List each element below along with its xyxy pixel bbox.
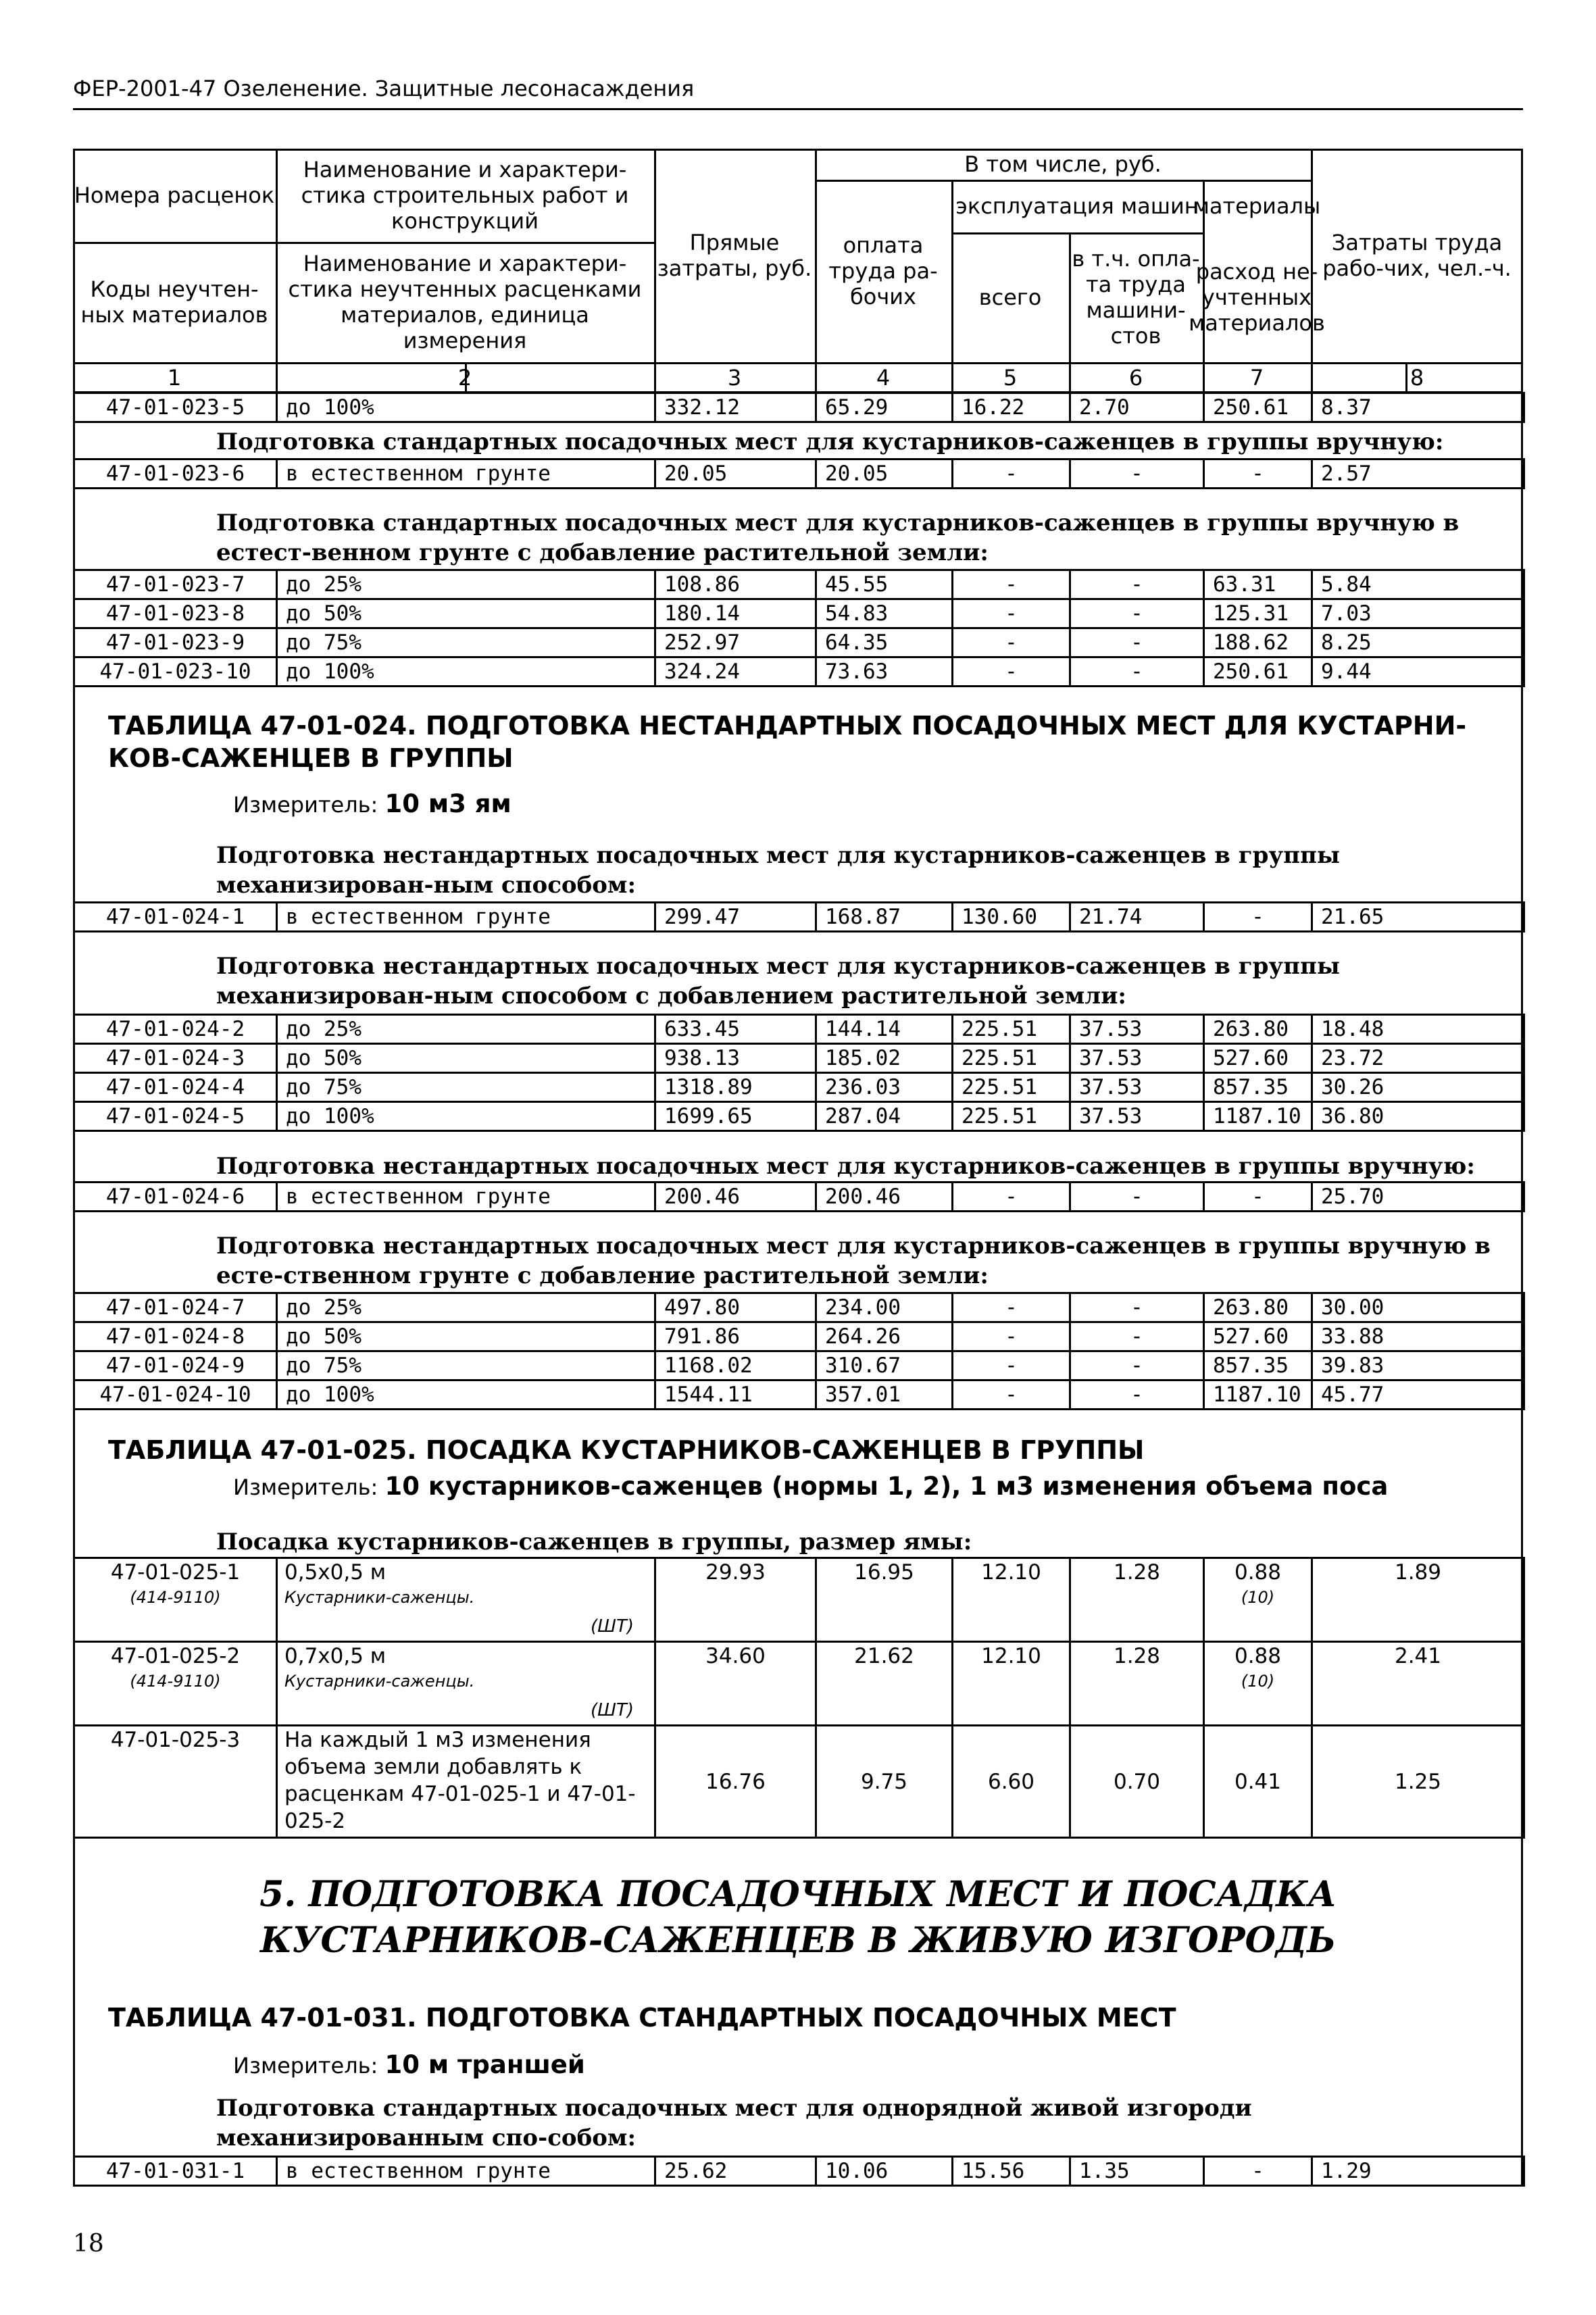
running-header: ФЕР-2001-47 Озеленение. Защитные лесонасаждения bbox=[73, 76, 695, 101]
cell: 225.51 bbox=[953, 1073, 1070, 1102]
table-row bbox=[74, 1642, 1524, 1726]
measure-025: Измеритель: 10 кустарников-саженцев (нормы 1, 2), 1 м3 изменения объема поса bbox=[233, 1472, 1389, 1501]
col-num: 1 bbox=[167, 365, 182, 391]
section-title: Подготовка нестандартных посадочных мест для кустарников-саженцев в группы вручную: bbox=[216, 1153, 1475, 1180]
section-title: Подготовка нестандартных посадочных мест для кустарников-саженцев в группы механизирован-ным способом с добавлением растительной земли: bbox=[216, 953, 1340, 1010]
work-name: до 50% bbox=[277, 1044, 655, 1073]
cell: 21.62 bbox=[816, 1642, 953, 1726]
cell: - bbox=[1070, 1322, 1204, 1351]
cell: 33.88 bbox=[1312, 1322, 1524, 1351]
table-header bbox=[73, 149, 1523, 393]
chapter-title: 5. ПОДГОТОВКА ПОСАДОЧНЫХ МЕСТ И ПОСАДКА КУСТАРНИКОВ-САЖЕНЦЕВ В ЖИВУЮ ИЗГОРОДЬ bbox=[259, 1874, 1337, 1961]
cell: - bbox=[953, 1293, 1070, 1322]
cell: 1699.65 bbox=[655, 1102, 816, 1131]
cell-material-qty: (10) bbox=[1241, 1588, 1275, 1607]
work-name: до 100% bbox=[277, 657, 655, 687]
rate-code: 47-01-023-8 bbox=[74, 599, 277, 628]
cell: - bbox=[953, 657, 1070, 687]
cell: - bbox=[1070, 1351, 1204, 1380]
table-row bbox=[74, 393, 1524, 422]
cell: 16.22 bbox=[953, 393, 1070, 422]
rows-023-6 bbox=[73, 458, 1525, 489]
cell: 54.83 bbox=[816, 599, 953, 628]
material-unit: (ШТ) bbox=[591, 1616, 634, 1637]
cell: 34.60 bbox=[655, 1642, 816, 1726]
rate-code: 47-01-025-3 bbox=[74, 1726, 277, 1838]
col-num: 6 bbox=[1128, 365, 1143, 391]
cell: 332.12 bbox=[655, 393, 816, 422]
rate-code: 47-01-025-1 bbox=[110, 1560, 241, 1585]
col-wages: оплата труда ра-бочих bbox=[828, 232, 938, 309]
cell: 633.45 bbox=[655, 1015, 816, 1044]
cell: 200.46 bbox=[655, 1183, 816, 1212]
table-row bbox=[74, 570, 1524, 599]
table-row bbox=[74, 1380, 1524, 1410]
cell: 791.86 bbox=[655, 1322, 816, 1351]
cell: 324.24 bbox=[655, 657, 816, 687]
cell: 0.70 bbox=[1070, 1726, 1204, 1838]
cell: - bbox=[1204, 903, 1312, 932]
cell: 30.26 bbox=[1312, 1073, 1524, 1102]
table-title-031: ТАБЛИЦА 47-01-031. ПОДГОТОВКА СТАНДАРТНЫХ ПОСАДОЧНЫХ МЕСТ bbox=[108, 2003, 1176, 2033]
material-code: (414-9110) bbox=[130, 1588, 221, 1607]
cell: 857.35 bbox=[1204, 1073, 1312, 1102]
cell-material-qty: (10) bbox=[1241, 1672, 1275, 1691]
work-name: до 50% bbox=[277, 599, 655, 628]
work-name: до 25% bbox=[277, 1293, 655, 1322]
table-row bbox=[74, 2157, 1524, 2186]
rate-code: 47-01-031-1 bbox=[74, 2157, 277, 2186]
cell: 108.86 bbox=[655, 570, 816, 599]
table-row bbox=[74, 599, 1524, 628]
cell: 6.60 bbox=[953, 1726, 1070, 1838]
table-row bbox=[74, 1558, 1524, 1642]
col-incl: В том числе, руб. bbox=[964, 151, 1162, 177]
col-machines-wages: в т.ч. опла-та труда машини-стов bbox=[1072, 246, 1200, 349]
cell: 37.53 bbox=[1070, 1102, 1204, 1131]
work-name: 0,7x0,5 м bbox=[284, 1644, 386, 1668]
cell: 39.83 bbox=[1312, 1351, 1524, 1380]
cell: 287.04 bbox=[816, 1102, 953, 1131]
cell: 65.29 bbox=[816, 393, 953, 422]
work-name: до 25% bbox=[277, 570, 655, 599]
cell: 180.14 bbox=[655, 599, 816, 628]
cell: 938.13 bbox=[655, 1044, 816, 1073]
col-name-bottom: Наименование и характери-стика неучтенных расценками материалов, единица измерения bbox=[288, 251, 642, 353]
rate-code: 47-01-024-10 bbox=[74, 1380, 277, 1410]
cell: - bbox=[1204, 459, 1312, 489]
header-rule bbox=[73, 108, 1523, 110]
cell: 250.61 bbox=[1204, 393, 1312, 422]
cell: 0.88 bbox=[1234, 1644, 1282, 1668]
rows-024-7-10 bbox=[73, 1292, 1525, 1410]
cell: - bbox=[1070, 628, 1204, 657]
cell: 130.60 bbox=[953, 903, 1070, 932]
cell: 144.14 bbox=[816, 1015, 953, 1044]
material-code: (414-9110) bbox=[130, 1672, 221, 1691]
rate-code: 47-01-024-3 bbox=[74, 1044, 277, 1073]
material-name: Кустарники-саженцы. bbox=[284, 1588, 475, 1607]
col-num: 4 bbox=[876, 365, 891, 391]
cell: 2.41 bbox=[1312, 1642, 1524, 1726]
rate-code: 47-01-023-7 bbox=[74, 570, 277, 599]
cell: 185.02 bbox=[816, 1044, 953, 1073]
table-row bbox=[74, 903, 1524, 932]
measure-024: Измеритель: 10 м3 ям bbox=[233, 789, 512, 818]
rate-code: 47-01-024-2 bbox=[74, 1015, 277, 1044]
col-machines-total: всего bbox=[978, 284, 1042, 310]
table-row bbox=[74, 1726, 1524, 1838]
page-number: 18 bbox=[73, 2230, 104, 2258]
cell: 234.00 bbox=[816, 1293, 953, 1322]
table-row bbox=[74, 1293, 1524, 1322]
work-name: в естественном грунте bbox=[277, 903, 655, 932]
rate-code: 47-01-024-7 bbox=[74, 1293, 277, 1322]
table-row bbox=[74, 1351, 1524, 1380]
section-title: Подготовка нестандартных посадочных мест для кустарников-саженцев в группы механизирован-ным способом: bbox=[216, 842, 1340, 899]
cell: 264.26 bbox=[816, 1322, 953, 1351]
cell: 25.70 bbox=[1312, 1183, 1524, 1212]
cell: 310.67 bbox=[816, 1351, 953, 1380]
cell: 1.28 bbox=[1070, 1558, 1204, 1642]
work-name: На каждый 1 м3 изменения объема земли добавлять к расценкам 47-01-025-1 и 47-01-025-2 bbox=[277, 1726, 655, 1838]
cell: - bbox=[1070, 1293, 1204, 1322]
cell: 37.53 bbox=[1070, 1073, 1204, 1102]
cell: - bbox=[953, 570, 1070, 599]
cell: 25.62 bbox=[655, 2157, 816, 2186]
col-name-top: Наименование и характери-стика строительных работ и конструкций bbox=[301, 157, 629, 234]
cell: 188.62 bbox=[1204, 628, 1312, 657]
cell: 497.80 bbox=[655, 1293, 816, 1322]
cell: 7.03 bbox=[1312, 599, 1524, 628]
cell: 9.75 bbox=[816, 1726, 953, 1838]
work-name: до 75% bbox=[277, 628, 655, 657]
cell: 12.10 bbox=[953, 1558, 1070, 1642]
cell: 252.97 bbox=[655, 628, 816, 657]
cell: 225.51 bbox=[953, 1015, 1070, 1044]
work-name: до 100% bbox=[277, 1102, 655, 1131]
col-num: 2 bbox=[457, 365, 472, 391]
col-num: 3 bbox=[727, 365, 742, 391]
cell: 16.95 bbox=[816, 1558, 953, 1642]
cell: 30.00 bbox=[1312, 1293, 1524, 1322]
rate-code: 47-01-024-8 bbox=[74, 1322, 277, 1351]
cell: 1.89 bbox=[1312, 1558, 1524, 1642]
material-unit: (ШТ) bbox=[591, 1700, 634, 1720]
rows-031-1 bbox=[73, 2156, 1525, 2187]
rows-023-7-10 bbox=[73, 569, 1525, 687]
table-row bbox=[74, 1183, 1524, 1212]
work-name: до 100% bbox=[277, 1380, 655, 1410]
section-title: Подготовка нестандартных посадочных мест для кустарников-саженцев в группы вручную в есте-ственном грунте с добавление растительной земли: bbox=[216, 1233, 1491, 1289]
cell: 225.51 bbox=[953, 1044, 1070, 1073]
cell: 2.57 bbox=[1312, 459, 1524, 489]
work-name: до 75% bbox=[277, 1351, 655, 1380]
cell: 73.63 bbox=[816, 657, 953, 687]
cell: 1.25 bbox=[1312, 1726, 1524, 1838]
cell: 63.31 bbox=[1204, 570, 1312, 599]
cell: - bbox=[1070, 599, 1204, 628]
cell: - bbox=[1070, 657, 1204, 687]
work-name: в естественном грунте bbox=[277, 459, 655, 489]
work-name: до 50% bbox=[277, 1322, 655, 1351]
cell: 36.80 bbox=[1312, 1102, 1524, 1131]
material-name: Кустарники-саженцы. bbox=[284, 1672, 475, 1691]
table-row bbox=[74, 1044, 1524, 1073]
cell: 12.10 bbox=[953, 1642, 1070, 1726]
section-title: Подготовка стандартных посадочных мест для кустарников-саженцев в группы вручную в естест-венном грунте с добавление растительной земли: bbox=[216, 509, 1460, 566]
rate-code: 47-01-024-6 bbox=[74, 1183, 277, 1212]
cell: - bbox=[953, 599, 1070, 628]
table-row bbox=[74, 1322, 1524, 1351]
table-title-024: ТАБЛИЦА 47-01-024. ПОДГОТОВКА НЕСТАНДАРТНЫХ ПОСАДОЧНЫХ МЕСТ ДЛЯ КУСТАРНИ-КОВ-САЖЕНЦЕВ В ГРУППЫ bbox=[108, 711, 1467, 773]
table-row bbox=[74, 1102, 1524, 1131]
cell: - bbox=[1070, 459, 1204, 489]
col-num: 5 bbox=[1003, 365, 1018, 391]
cell: - bbox=[1070, 570, 1204, 599]
cell: 263.80 bbox=[1204, 1015, 1312, 1044]
work-name: 0,5x0,5 м bbox=[284, 1560, 386, 1585]
cell: 29.93 bbox=[655, 1558, 816, 1642]
cell: 263.80 bbox=[1204, 1293, 1312, 1322]
measure-031: Измеритель: 10 м траншей bbox=[233, 2050, 585, 2079]
cell: 527.60 bbox=[1204, 1044, 1312, 1073]
section-title: Подготовка стандартных посадочных мест для кустарников-саженцев в группы вручную: bbox=[216, 428, 1444, 455]
cell: 1318.89 bbox=[655, 1073, 816, 1102]
rate-code: 47-01-024-5 bbox=[74, 1102, 277, 1131]
cell: 5.84 bbox=[1312, 570, 1524, 599]
table-row bbox=[74, 459, 1524, 489]
cell: 37.53 bbox=[1070, 1015, 1204, 1044]
cell: 0.88 bbox=[1234, 1560, 1282, 1585]
rows-024-2-5 bbox=[73, 1014, 1525, 1132]
cell: - bbox=[953, 1351, 1070, 1380]
work-name: до 25% bbox=[277, 1015, 655, 1044]
cell: 15.56 bbox=[953, 2157, 1070, 2186]
rate-code: 47-01-023-5 bbox=[74, 393, 277, 422]
cell: 45.77 bbox=[1312, 1380, 1524, 1410]
table-025 bbox=[73, 1557, 1525, 1839]
cell: 299.47 bbox=[655, 903, 816, 932]
table-row bbox=[74, 1015, 1524, 1044]
col-materials: материалы bbox=[1193, 193, 1321, 219]
table-title-025: ТАБЛИЦА 47-01-025. ПОСАДКА КУСТАРНИКОВ-САЖЕНЦЕВ В ГРУППЫ bbox=[108, 1435, 1145, 1465]
cell: 20.05 bbox=[816, 459, 953, 489]
rate-code: 47-01-023-6 bbox=[74, 459, 277, 489]
cell: 1168.02 bbox=[655, 1351, 816, 1380]
section-title: Подготовка стандартных посадочных мест для однорядной живой изгороди механизированным спо-собом: bbox=[216, 2095, 1252, 2151]
cell: 8.25 bbox=[1312, 628, 1524, 657]
cell: 857.35 bbox=[1204, 1351, 1312, 1380]
cell: 16.76 bbox=[655, 1726, 816, 1838]
table-row bbox=[74, 1073, 1524, 1102]
cell: 37.53 bbox=[1070, 1044, 1204, 1073]
cell: 0.41 bbox=[1204, 1726, 1312, 1838]
col-codes-top: Номера расценок bbox=[74, 182, 275, 208]
cell: 1.35 bbox=[1070, 2157, 1204, 2186]
cell: 20.05 bbox=[655, 459, 816, 489]
col-machines: эксплуатация машин bbox=[955, 193, 1199, 219]
cell: - bbox=[1070, 1380, 1204, 1410]
col-material-use: расход не-учтенных материалов bbox=[1189, 259, 1325, 336]
table-row bbox=[74, 657, 1524, 687]
cell: 9.44 bbox=[1312, 657, 1524, 687]
col-num: 7 bbox=[1249, 365, 1264, 391]
col-direct: Прямые затраты, руб. bbox=[657, 230, 812, 281]
rate-code: 47-01-024-1 bbox=[74, 903, 277, 932]
cell: - bbox=[953, 459, 1070, 489]
cell: 125.31 bbox=[1204, 599, 1312, 628]
cell: 236.03 bbox=[816, 1073, 953, 1102]
cell: 10.06 bbox=[816, 2157, 953, 2186]
cell: 18.48 bbox=[1312, 1015, 1524, 1044]
rate-code: 47-01-023-9 bbox=[74, 628, 277, 657]
cell: 45.55 bbox=[816, 570, 953, 599]
cell: 1187.10 bbox=[1204, 1102, 1312, 1131]
work-name: в естественном грунте bbox=[277, 2157, 655, 2186]
rows-024-1 bbox=[73, 901, 1525, 932]
cell: 357.01 bbox=[816, 1380, 953, 1410]
cell: 1.28 bbox=[1070, 1642, 1204, 1726]
cell: 527.60 bbox=[1204, 1322, 1312, 1351]
cell: - bbox=[953, 628, 1070, 657]
cell: 168.87 bbox=[816, 903, 953, 932]
col-num: 8 bbox=[1410, 365, 1424, 391]
cell: 21.65 bbox=[1312, 903, 1524, 932]
cell: 200.46 bbox=[816, 1183, 953, 1212]
table-row bbox=[74, 628, 1524, 657]
rows-024-6 bbox=[73, 1181, 1525, 1212]
cell: 250.61 bbox=[1204, 657, 1312, 687]
cell: - bbox=[953, 1380, 1070, 1410]
cell: 1.29 bbox=[1312, 2157, 1524, 2186]
rate-code: 47-01-025-2 bbox=[110, 1644, 241, 1668]
work-name: в естественном грунте bbox=[277, 1183, 655, 1212]
col-codes-bottom: Коды неучтен-ных материалов bbox=[80, 276, 268, 328]
rate-code: 47-01-024-9 bbox=[74, 1351, 277, 1380]
cell: 23.72 bbox=[1312, 1044, 1524, 1073]
cell: 64.35 bbox=[816, 628, 953, 657]
cell: 21.74 bbox=[1070, 903, 1204, 932]
section-title: Посадка кустарников-саженцев в группы, размер ямы: bbox=[216, 1528, 972, 1555]
rate-code: 47-01-023-10 bbox=[74, 657, 277, 687]
cell: - bbox=[953, 1183, 1070, 1212]
rows-023-5 bbox=[73, 392, 1525, 423]
rate-code: 47-01-024-4 bbox=[74, 1073, 277, 1102]
work-name: до 100% bbox=[277, 393, 655, 422]
work-name: до 75% bbox=[277, 1073, 655, 1102]
cell: 1187.10 bbox=[1204, 1380, 1312, 1410]
cell: 1544.11 bbox=[655, 1380, 816, 1410]
cell: 225.51 bbox=[953, 1102, 1070, 1131]
cell: 8.37 bbox=[1312, 393, 1524, 422]
col-labor: Затраты труда рабо-чих, чел.-ч. bbox=[1322, 230, 1512, 281]
cell: - bbox=[1070, 1183, 1204, 1212]
cell: 2.70 bbox=[1070, 393, 1204, 422]
cell: - bbox=[1204, 2157, 1312, 2186]
cell: - bbox=[1204, 1183, 1312, 1212]
cell: - bbox=[953, 1322, 1070, 1351]
